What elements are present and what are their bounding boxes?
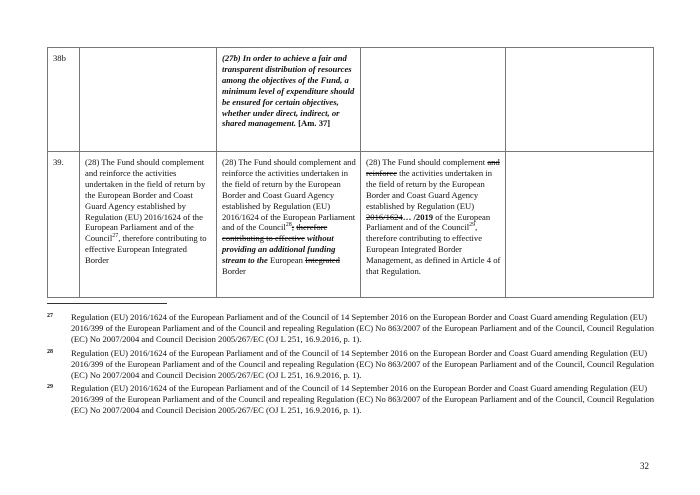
footnote-ref[interactable]: 28 [285,222,292,229]
footnote-ref[interactable]: 27 [112,233,119,240]
deleted-text: Integrated [305,255,340,266]
council-text-cell [361,48,506,152]
page-number: 32 [640,461,649,471]
footnote [47,348,655,381]
compromise-text-cell [506,152,654,298]
commission-text-cell: (28) The Fund should complement and reinforce the activities undertaken in the field of return by the European Border and Coast Guard Agency established by Regulation (EU) 2016/1624 of the European Parliament and of the Council$^{27}$, therefore contributing to effective European Integrated Border [80,152,217,298]
parliament-text-cell: (28) The Fund should complement and reinforce the activities undertaken in the field of return by the European Border and Coast Guard Agency established by Regulation (EU) 2016/1624 of the European Parliament and of the Council$^{28}$; therefore contributing to effective without providing an additional funding stream to the European Integrated Border [217,152,361,298]
row-number: 38b [48,48,80,152]
footnote [47,383,655,416]
table-row [48,48,654,152]
deleted-text: 2016/1624 [366,211,403,222]
footnote-text: Regulation (EU) 2016/1624 of the European Parliament and of the Council of 14 September 2016 on the European Border and Coast Guard amending Regulation (EU) 2016/399 of the European Parliament and of the Council and repealing Regulation (EC) No 863/2007 of the European Parliament and of the Council, Council Regulation (EC) No 2007/2004 and Council Decision 2005/267/EC (OJ L 251, 16.9.2016, p. 1). [71,347,655,380]
footnote-number: 29 [47,384,53,391]
compromise-text-cell [506,48,654,152]
table-row [48,152,654,298]
amendment-text: (27b) In order to achieve a fair and transparent distribution of resources among the objectives of the Fund, a minimum level of expenditure should be ensured for certain objectives, whether under direct, indirect, or shared management. [222,53,355,129]
footnote-separator [47,303,167,304]
parliament-text-cell [217,48,361,152]
commission-text-cell [80,48,217,152]
footnote [47,312,655,345]
footnote-text: Regulation (EU) 2016/1624 of the European Parliament and of the Council of 14 September 2016 on the European Border and Coast Guard amending Regulation (EU) 2016/399 of the European Parliament and of the Council and repealing Regulation (EC) No 863/2007 of the European Parliament and of the Council, Council Regulation (EC) No 2007/2004 and Council Decision 2005/267/EC (OJ L 251, 16.9.2016, p. 1). [71,383,655,416]
footnote-ref[interactable]: 29 [469,222,476,229]
footnote-number: 28 [47,348,53,355]
added-text: … /2019 [402,211,434,222]
council-text-cell: (28) The Fund should complement and reinforce the activities undertaken in the field of return by the European Border and Coast Guard Agency established by Regulation (EU) 2016/1624… /2019 of the European Parliament and of the Council$^{29}$, therefore contributing to effective European Integrated Border Management, as defined in Article 4 of that Regulation. [361,152,506,298]
row-number: 39. [48,152,80,298]
added-text: without providing an additional funding stream to the [222,233,336,266]
footnotes [47,312,655,419]
amendment-ref: [Am. 37] [298,118,331,129]
deleted-text: and reinforce [366,157,500,178]
deleted-text: ; [291,222,295,233]
deleted-text: therefore contributing to effective [222,222,328,244]
footnote-text: Regulation (EU) 2016/1624 of the European Parliament and of the Council of 14 September 2016 on the European Border and Coast Guard amending Regulation (EU) 2016/399 of the European Parliament and of the Council and repealing Regulation (EC) No 863/2007 of the European Parliament and of the Council, Council Regulation (EC) No 2007/2004 and Council Decision 2005/267/EC (OJ L 251, 16.9.2016, p. 1). [71,312,655,344]
footnote-number: 27 [47,313,53,319]
comparison-table [47,47,654,298]
